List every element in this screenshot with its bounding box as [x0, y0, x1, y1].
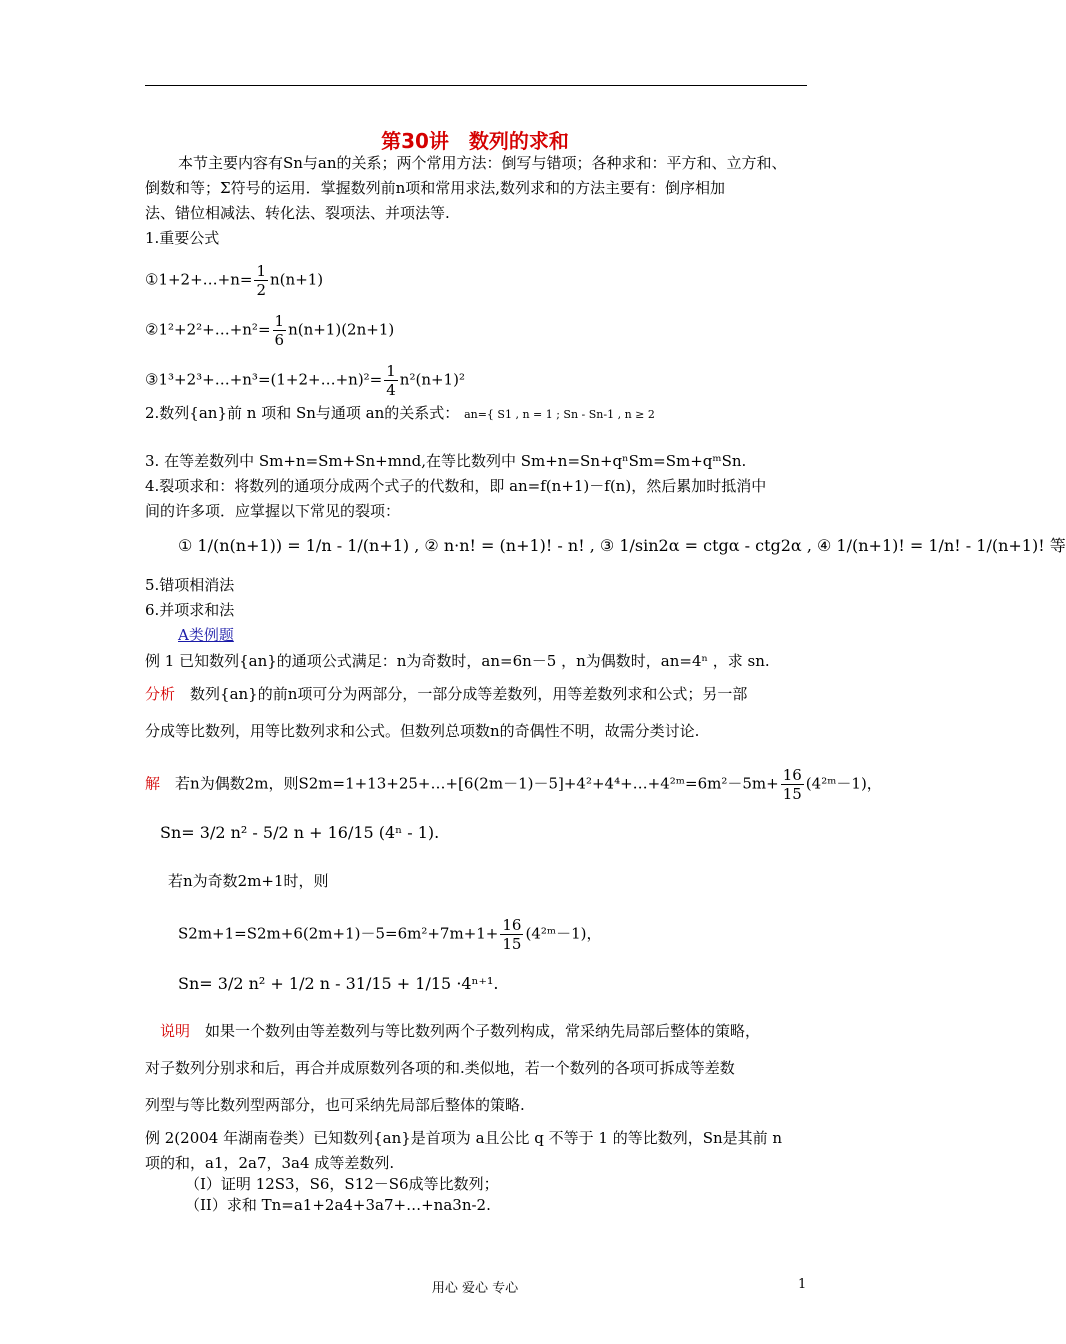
- note-line-2: 对子数列分别求和后，再合并成原数列各项的和.类似地，若一个数列的各项可拆成等差数: [145, 1059, 735, 1077]
- solution-sn-odd: Sn= 3/2 n² + 1/2 n - 31/15 + 1/15 ·4ⁿ⁺¹.: [178, 974, 499, 993]
- formula-2: ②1²+2²+…+n²= $\frac{1}{6}$ n(n+1)(2n+1): [145, 312, 395, 349]
- section-2: 2.数列{an}前 n 项和 Sn与通项 an的关系式： an={ S1 , n = 1 ; Sn - Sn-1 , n ≥ 2: [145, 404, 655, 422]
- formula-1: ①1+2+…+n= $\frac{1}{2}$ n(n+1): [145, 262, 324, 299]
- intro-line-2: 倒数和等；Σ符号的运用．掌握数列前n项和常用求法,数列求和的方法主要有：倒序相加: [145, 179, 726, 197]
- section-6: 6.并项求和法: [145, 601, 235, 619]
- example-2-part-2: （II）求和 Tn=a1+2a4+3a7+…+na3n-2.: [185, 1196, 491, 1214]
- formula-3: ③1³+2³+…+n³=(1+2+…+n)²= $\frac{1}{4}$ n²(n+1)²: [145, 362, 465, 399]
- example-2-line-2: 项的和，a1，2a7，3a4 成等差数列.: [145, 1154, 395, 1172]
- a-type-examples-link[interactable]: A类例题: [178, 626, 234, 644]
- analysis-line-1: 分析 数列{an}的前n项可分为两部分，一部分成等差数列，用等差数列求和公式；另一部: [145, 685, 748, 703]
- split-formulas: ① 1/(n(n+1)) = 1/n - 1/(n+1) , ② n·n! = (n+1)! - n! , ③ 1/sin2α = ctgα - ctg2α , ④ 1/(n+1)! = 1/n! - 1/(n+1)! 等: [178, 536, 1066, 555]
- page-title: 第30讲 数列的求和: [381, 129, 569, 153]
- section-4-line-2: 间的许多项．应掌握以下常见的裂项：: [145, 502, 401, 520]
- example-1: 例 1 已知数列{an}的通项公式满足：n为奇数时，an=6n－5 ，n为偶数时，an=4ⁿ ，求 sn.: [145, 652, 770, 670]
- page-footer: 用心 爱心 专心: [431, 1281, 519, 1296]
- section-5: 5.错项相消法: [145, 576, 235, 594]
- solution-sn-even: Sn= 3/2 n² - 5/2 n + 16/15 (4ⁿ - 1).: [160, 823, 440, 842]
- section-4-line-1: 4.裂项求和：将数列的通项分成两个式子的代数和，即 an=f(n+1)－f(n)，然后累加时抵消中: [145, 477, 767, 495]
- section-3: 3. 在等差数列中 Sm+n=Sm+Sn+mnd,在等比数列中 Sm+n=Sn+qⁿSm=Sm+qᵐSn.: [145, 452, 747, 470]
- solution-s2m1: S2m+1=S2m+6(2m+1)－5=6m²+7m+1+ $\frac{16}{15}$ (4²ᵐ－1)，: [178, 916, 602, 953]
- note-line-3: 列型与等比数列型两部分，也可采纳先局部后整体的策略.: [145, 1096, 525, 1114]
- solution-label: 解: [145, 774, 161, 793]
- example-2-part-1: （I）证明 12S3，S6，S12－S6成等比数列；: [185, 1175, 499, 1193]
- solution-odd-case: 若n为奇数2m+1时，则: [168, 872, 329, 890]
- example-2-line-1: 例 2(2004 年湖南卷类）已知数列{an}是首项为 a且公比 q 不等于 1 的等比数列，Sn是其前 n: [145, 1129, 783, 1147]
- page-number: 1: [798, 1277, 807, 1292]
- analysis-line-2: 分成等比数列，用等比数列求和公式。但数列总项数n的奇偶性不明，故需分类讨论.: [145, 722, 700, 740]
- section-1-heading: 1.重要公式: [145, 229, 220, 247]
- intro-line-1: 本节主要内容有Sn与an的关系；两个常用方法：倒写与错项；各种求和：平方和、立方和、: [178, 154, 787, 172]
- intro-line-3: 法、错位相减法、转化法、裂项法、并项法等.: [145, 204, 450, 222]
- note-line-1: 说明 如果一个数列由等差数列与等比数列两个子数列构成，常采纳先局部后整体的策略，: [160, 1022, 761, 1040]
- solution-line-1: 解 若n为偶数2m，则S2m=1+13+25+…+[6(2m－1)－5]+4²+4⁴+…+4²ᵐ=6m²－5m+ $\frac{16}{15}$ (4²ᵐ－1)，: [145, 766, 882, 803]
- note-label: 说明: [160, 1022, 191, 1040]
- header-rule: [145, 85, 807, 86]
- analysis-label: 分析: [145, 685, 176, 703]
